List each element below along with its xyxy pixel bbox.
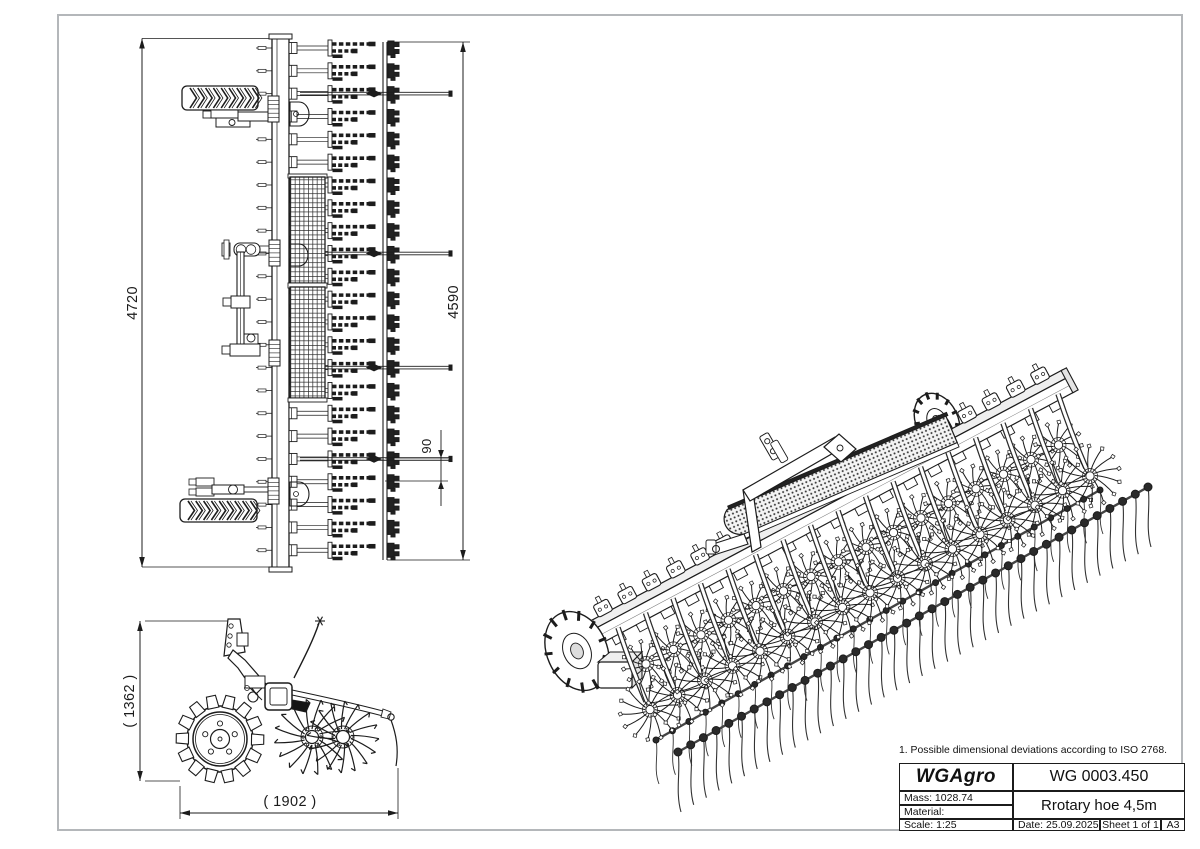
dim-working-width: 4590 [446,285,462,319]
title-block [899,763,1185,831]
drawing-number: WG 0003.450 [1013,763,1185,791]
company-logo: WGAgro [899,763,1013,791]
scale-field: Scale: 1:25 [899,819,1013,831]
date-field: Date: 25.09.2025 [1013,819,1100,831]
paper-format: A3 [1161,819,1185,831]
tolerance-note: 1. Possible dimensional deviations according to ISO 2768. [899,745,1168,756]
material-field: Material: [899,805,1013,819]
dim-overall-length: 4720 [125,286,141,320]
sheet-field: Sheet 1 of 1 [1100,819,1161,831]
dim-tine-spacing: 90 [419,438,434,454]
dim-side-height: ( 1362 ) [122,674,138,728]
isometric-view [531,352,1152,812]
dim-side-length: ( 1902 ) [263,794,317,810]
side-view [137,617,398,819]
top-view [139,34,470,572]
part-title: Rrotary hoe 4,5m [1013,791,1185,819]
mass-field: Mass: 1028.74 [899,791,1013,805]
